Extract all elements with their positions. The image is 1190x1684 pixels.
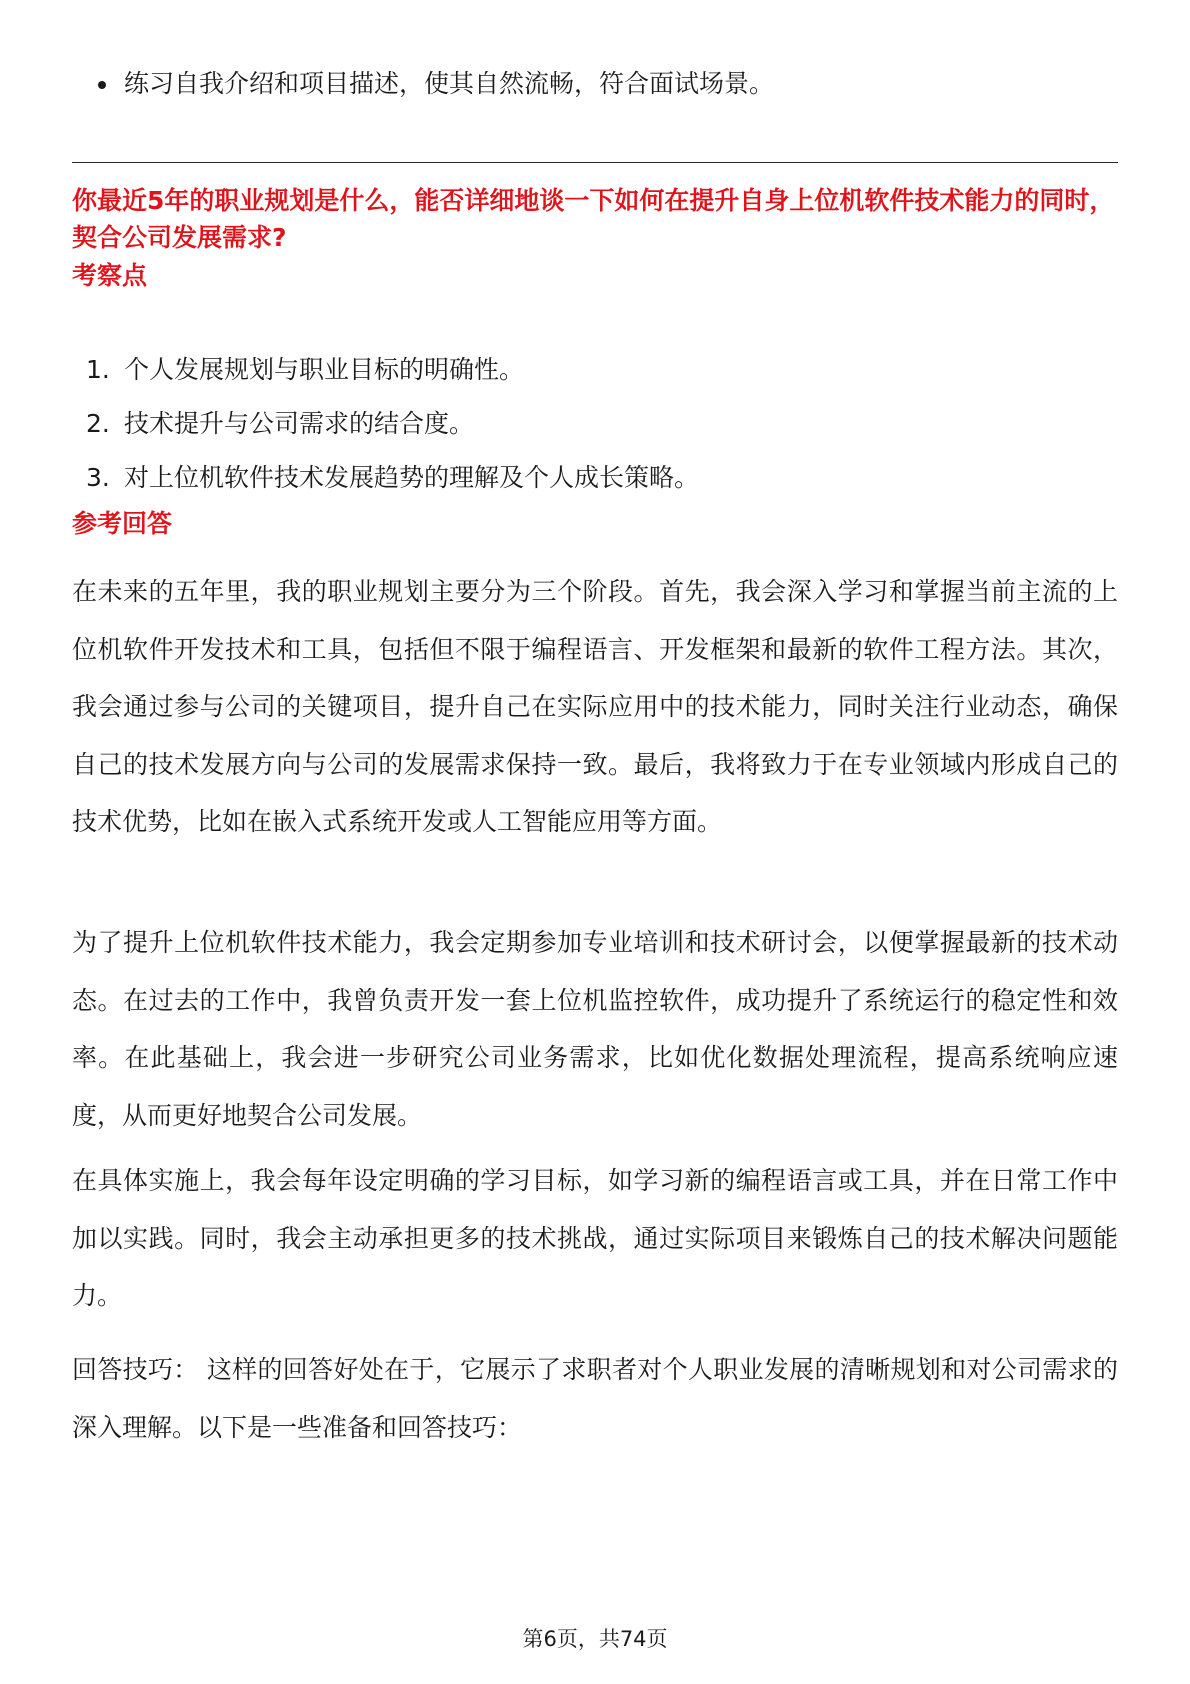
list-item-number: 1.: [86, 355, 110, 384]
list-item-text: 对上位机软件技术发展趋势的理解及个人成长策略。: [124, 463, 700, 492]
section-divider: [72, 162, 1118, 163]
tips-paragraph: 回答技巧： 这样的回答好处在于，它展示了求职者对个人职业发展的清晰规划和对公司需求的深入理解。以下是一些准备和回答技巧：: [72, 1355, 1118, 1442]
points-heading: 考察点: [72, 261, 148, 290]
answer-paragraph: 在未来的五年里，我的职业规划主要分为三个阶段。首先，我会深入学习和掌握当前主流的上位机软件开发技术和工具，包括但不限于编程语言、开发框架和最新的软件工程方法。其次，我会通过参与公司的关键项目，提升自己在实际应用中的技术能力，同时关注行业动态，确保自己的技术发展方向与公司的发展需求保持一致。最后，我将致力于在专业领域内形成自己的技术优势，比如在嵌入式系统开发或人工智能应用等方面。: [72, 577, 1118, 836]
page-number: 第6页，共74页: [522, 1627, 668, 1651]
list-item-number: 2.: [86, 409, 110, 438]
answer-heading: 参考回答: [72, 509, 173, 538]
question-heading: 你最近5年的职业规划是什么，能否详细地谈一下如何在提升自身上位机软件技术能力的同时，契合公司发展需求?: [72, 186, 1115, 252]
list-item-text: 技术提升与公司需求的结合度。: [124, 409, 475, 438]
answer-paragraph: 为了提升上位机软件技术能力，我会定期参加专业培训和技术研讨会，以便掌握最新的技术动态。在过去的工作中，我曾负责开发一套上位机监控软件，成功提升了系统运行的稳定性和效率。在此基础上，我会进一步研究公司业务需求，比如优化数据处理流程，提高系统响应速度，从而更好地契合公司发展。: [72, 928, 1118, 1130]
list-item-number: 3.: [86, 463, 110, 492]
list-item-text: 个人发展规划与职业目标的明确性。: [124, 355, 525, 384]
bullet-dot-icon: [98, 81, 106, 89]
answer-paragraph: 在具体实施上，我会每年设定明确的学习目标，如学习新的编程语言或工具，并在日常工作中加以实践。同时，我会主动承担更多的技术挑战，通过实际项目来锻炼自己的技术解决问题能力。: [72, 1166, 1118, 1310]
bullet-text: 练习自我介绍和项目描述，使其自然流畅，符合面试场景。: [124, 69, 775, 98]
